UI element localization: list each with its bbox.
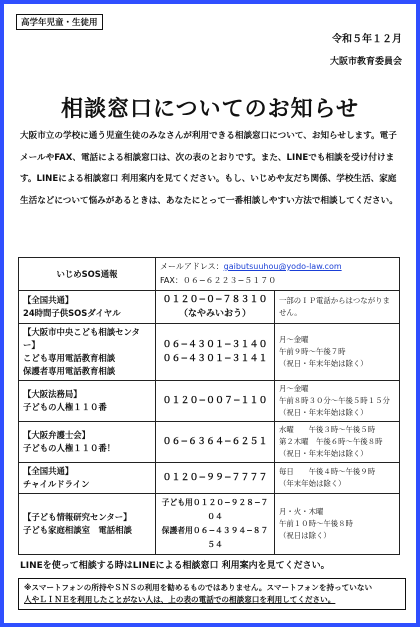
hours-days: 月〜金曜: [279, 335, 309, 344]
hours-time: 午前８時３０分〜午後５時１５分: [279, 396, 390, 405]
table-row: [19, 494, 400, 555]
phone-cell: [156, 324, 275, 381]
org-service: 保護者専用電話教育相談: [23, 366, 116, 376]
hours-time: 午前１０時〜午後８時: [279, 519, 353, 528]
page-title: 相談窓口についてのお知らせ: [61, 97, 359, 122]
org-name: 【大阪弁護士会】: [23, 430, 90, 440]
line-consultation-note: LINEを使って相談する時はLINEによる相談窓口 利用案内を見てください。: [20, 561, 330, 571]
phone-cell: [156, 291, 275, 324]
org-service: チャイルドライン: [23, 479, 90, 489]
phone-cell: [156, 422, 275, 463]
phone-cell: [156, 463, 275, 494]
phone-reading: （なやみいおう）: [178, 309, 251, 319]
intro-paragraph: 大阪市立の学校に通う児童生徒のみなさんが利用できる相談窓口について、お知らせします。電子メールやFAX、電話による相談窓口は、次の表のとおりです。また、LINEでも相談を受け付けます。LINEによる相談窓口 利用案内を見てください。もし、いじめや友だち関係、学校生活、家庭生活などについて悩みがあるときは、あなたにとって一番相談しやすい方法で相談してください。: [20, 131, 398, 206]
org-name: 【全国共通】: [23, 466, 74, 476]
table-row: [19, 291, 400, 324]
hours-time: 第２木曜 午後６時〜午後８時: [279, 437, 383, 446]
org-service: 子どもの人権１１０番: [23, 402, 107, 412]
org-cell: [19, 422, 156, 463]
consultation-table: [18, 257, 400, 555]
hours-cell: [275, 463, 400, 494]
issuer: 大阪市教育委員会: [329, 57, 402, 67]
org-service: 24時間子供SOSダイヤル: [23, 308, 121, 318]
grade-tag: 高学年児童・生徒用: [16, 14, 103, 30]
table-row: [19, 324, 400, 381]
org-name: 【全国共通】: [23, 295, 74, 305]
phone-number: ０１２０−９９−７７７７: [162, 473, 268, 483]
notice-line-1: ※スマートフォンの所持やＳＮＳの利用を勧めるものではありません。スマートフォンを持っていない: [24, 583, 373, 592]
hours-exception: （祝日・年末年始は除く）: [279, 359, 368, 368]
hours-exception: （年末年始は除く）: [279, 479, 346, 488]
email-line: [160, 260, 395, 274]
phone-number-guardian: 保護者用０６−４３９４−８７５４: [161, 526, 269, 549]
phone-cell: [156, 381, 275, 422]
fax-line: FAX：０６−６２２３−５１７０: [160, 276, 277, 285]
hours-note: 一部のＩＰ電話からはつながりません。: [279, 296, 390, 317]
sos-report-contact: [156, 258, 400, 291]
phone-number-child: 子ども用０１２０−９２８−７０４: [161, 498, 269, 521]
sos-report-row: [19, 258, 400, 291]
org-cell: [19, 463, 156, 494]
org-name: 【大阪市中央こども相談センター】: [23, 327, 140, 350]
table-row: [19, 422, 400, 463]
org-cell: [19, 291, 156, 324]
org-service: 子どもの人権１１０番！: [23, 443, 116, 453]
hours-time: 毎日 午後４時〜午後９時: [279, 467, 376, 476]
hours-time: 水曜 午後３時〜午後５時: [279, 425, 376, 434]
sos-report-label: いじめSOS通報: [19, 258, 156, 291]
smartphone-notice: [18, 578, 406, 610]
org-service: こども専用電話教育相談: [23, 353, 116, 363]
table-row: [19, 381, 400, 422]
hours-time: 午前９時〜午後７時: [279, 347, 346, 356]
hours-exception: （祝日・年末年始は除く）: [279, 449, 368, 458]
hours-cell: [275, 324, 400, 381]
org-cell: [19, 381, 156, 422]
phone-number: ０１２０−０−７８３１０: [162, 295, 268, 305]
phone-number: ０６−６３６４−６２５１: [162, 437, 268, 447]
hours-cell: [275, 422, 400, 463]
phone-number: ０１２０−００７−１１０: [162, 396, 268, 406]
hours-exception: （祝日は除く）: [279, 531, 331, 540]
notice-line-2: 人やＬＩＮＥを利用したことがない人は、上の表の電話での相談窓口を利用してください。: [24, 595, 336, 604]
phone-number: ０６−４３０１−３１４０: [162, 340, 268, 350]
phone-cell: [156, 494, 275, 555]
org-cell: [19, 494, 156, 555]
org-name: 【子ども情報研究センター】: [23, 512, 132, 522]
hours-cell: [275, 381, 400, 422]
phone-number: ０６−４３０１−３１４１: [162, 354, 268, 364]
hours-cell: [275, 494, 400, 555]
org-cell: [19, 324, 156, 381]
org-service: 子ども家庭相談室 電話相談: [23, 525, 132, 535]
hours-exception: （祝日・年末年始は除く）: [279, 408, 368, 417]
email-label: メールアドレス：: [160, 262, 224, 271]
hours-days: 月・火・木曜: [279, 507, 324, 516]
org-name: 【大阪法務局】: [23, 389, 82, 399]
table-row: [19, 463, 400, 494]
hours-days: 月〜金曜: [279, 384, 309, 393]
email-link[interactable]: gaibutsuuhou@yodo-law.com: [223, 262, 342, 271]
issue-date: 令和５年１２月: [332, 34, 402, 45]
hours-cell: [275, 291, 400, 324]
